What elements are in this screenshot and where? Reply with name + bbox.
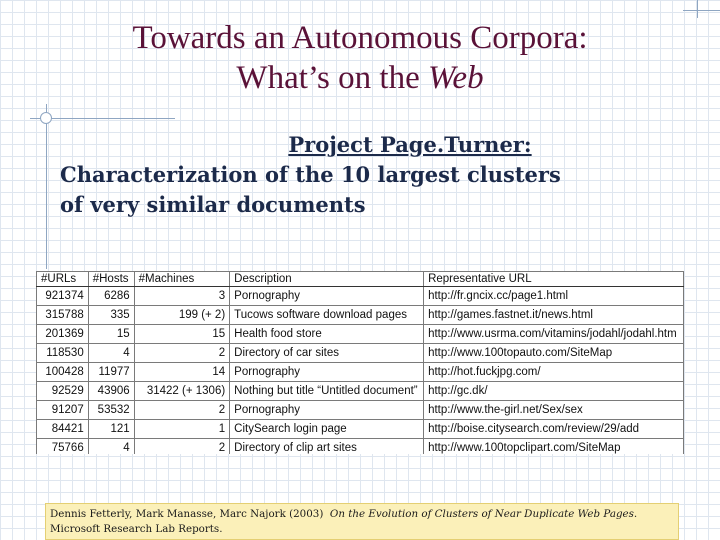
citation-paper-title: On the Evolution of Clusters of Near Duplicate Web Pages. (329, 508, 638, 520)
table-row (37, 439, 684, 455)
table-row (37, 344, 684, 363)
table-row (37, 325, 684, 344)
cell-hosts: 15 (88, 325, 134, 344)
cell-urls: 315788 (37, 306, 89, 325)
cell-representative-url: http://www.100topclipart.com/SiteMap (424, 439, 684, 455)
cell-urls: 118530 (37, 344, 89, 363)
cell-description: Pornography (230, 363, 424, 382)
table-header-row (37, 272, 684, 287)
cell-machines: 14 (134, 363, 230, 382)
cell-representative-url: http://fr.gncix.cc/page1.html (424, 287, 684, 306)
cell-description: CitySearch login page (230, 420, 424, 439)
citation-authors: Dennis Fetterly, Mark Manasse, Marc Najork (2003) (50, 508, 324, 520)
cell-description: Directory of clip art sites (230, 439, 424, 455)
cell-representative-url: http://gc.dk/ (424, 382, 684, 401)
cell-hosts: 335 (88, 306, 134, 325)
corner-decoration-vertical (697, 0, 698, 18)
cell-representative-url: http://hot.fuckjpg.com/ (424, 363, 684, 382)
cell-urls: 201369 (37, 325, 89, 344)
cell-machines: 1 (134, 420, 230, 439)
slide-subtitle (60, 130, 700, 220)
cell-description: Health food store (230, 325, 424, 344)
cell-representative-url: http://www.100topauto.com/SiteMap (424, 344, 684, 363)
cell-hosts: 53532 (88, 401, 134, 420)
title-line-2-prefix: What’s on the (236, 60, 428, 96)
cell-hosts: 4 (88, 344, 134, 363)
table-row (37, 420, 684, 439)
cell-machines: 3 (134, 287, 230, 306)
cell-description: Pornography (230, 401, 424, 420)
title-web-emphasis: Web (427, 60, 484, 96)
cell-hosts: 4 (88, 439, 134, 455)
subtitle-line-3: of very similar documents (60, 192, 366, 217)
cell-description: Nothing but title “Untitled document” (230, 382, 424, 401)
header-machines: #Machines (134, 272, 230, 287)
citation-venue: Microsoft Research Lab Reports. (50, 523, 223, 535)
cell-machines: 31422 (+ 1306) (134, 382, 230, 401)
cell-hosts: 43906 (88, 382, 134, 401)
cell-machines: 15 (134, 325, 230, 344)
cell-description: Tucows software download pages (230, 306, 424, 325)
cell-machines: 2 (134, 344, 230, 363)
header-representative-url: Representative URL (424, 272, 684, 287)
subtitle-line-2: Characterization of the 10 largest clusters (60, 162, 561, 187)
table-body (37, 287, 684, 455)
cell-hosts: 121 (88, 420, 134, 439)
cell-hosts: 11977 (88, 363, 134, 382)
cell-urls: 84421 (37, 420, 89, 439)
header-urls: #URLs (37, 272, 89, 287)
cell-urls: 75766 (37, 439, 89, 455)
title-line-1: Towards an Autonomous Corpora: (132, 20, 588, 56)
cell-machines: 2 (134, 401, 230, 420)
header-hosts: #Hosts (88, 272, 134, 287)
table-row (37, 306, 684, 325)
table-row (37, 287, 684, 306)
decorative-rule-vertical (46, 104, 47, 269)
cell-urls: 91207 (37, 401, 89, 420)
table-row (37, 382, 684, 401)
citation-box (45, 503, 679, 540)
cell-machines: 199 (+ 2) (134, 306, 230, 325)
cell-urls: 100428 (37, 363, 89, 382)
cell-description: Directory of car sites (230, 344, 424, 363)
cell-representative-url: http://games.fastnet.it/news.html (424, 306, 684, 325)
clusters-table (36, 271, 684, 454)
table-row (37, 401, 684, 420)
cell-description: Pornography (230, 287, 424, 306)
slide-title (0, 18, 720, 98)
cell-urls: 92529 (37, 382, 89, 401)
header-description: Description (230, 272, 424, 287)
cell-representative-url: http://www.the-girl.net/Sex/sex (424, 401, 684, 420)
decorative-circle (40, 112, 52, 124)
corner-decoration-horizontal (683, 10, 720, 11)
cell-representative-url: http://www.usrma.com/vitamins/jodahl/jodahl.htm (424, 325, 684, 344)
cell-machines: 2 (134, 439, 230, 455)
cell-hosts: 6286 (88, 287, 134, 306)
cell-urls: 921374 (37, 287, 89, 306)
table-row (37, 363, 684, 382)
clusters-table-container (36, 271, 684, 454)
project-name: Project Page.Turner: (288, 132, 532, 157)
title-line-2 (0, 58, 720, 98)
cell-representative-url: http://boise.citysearch.com/review/29/add (424, 420, 684, 439)
